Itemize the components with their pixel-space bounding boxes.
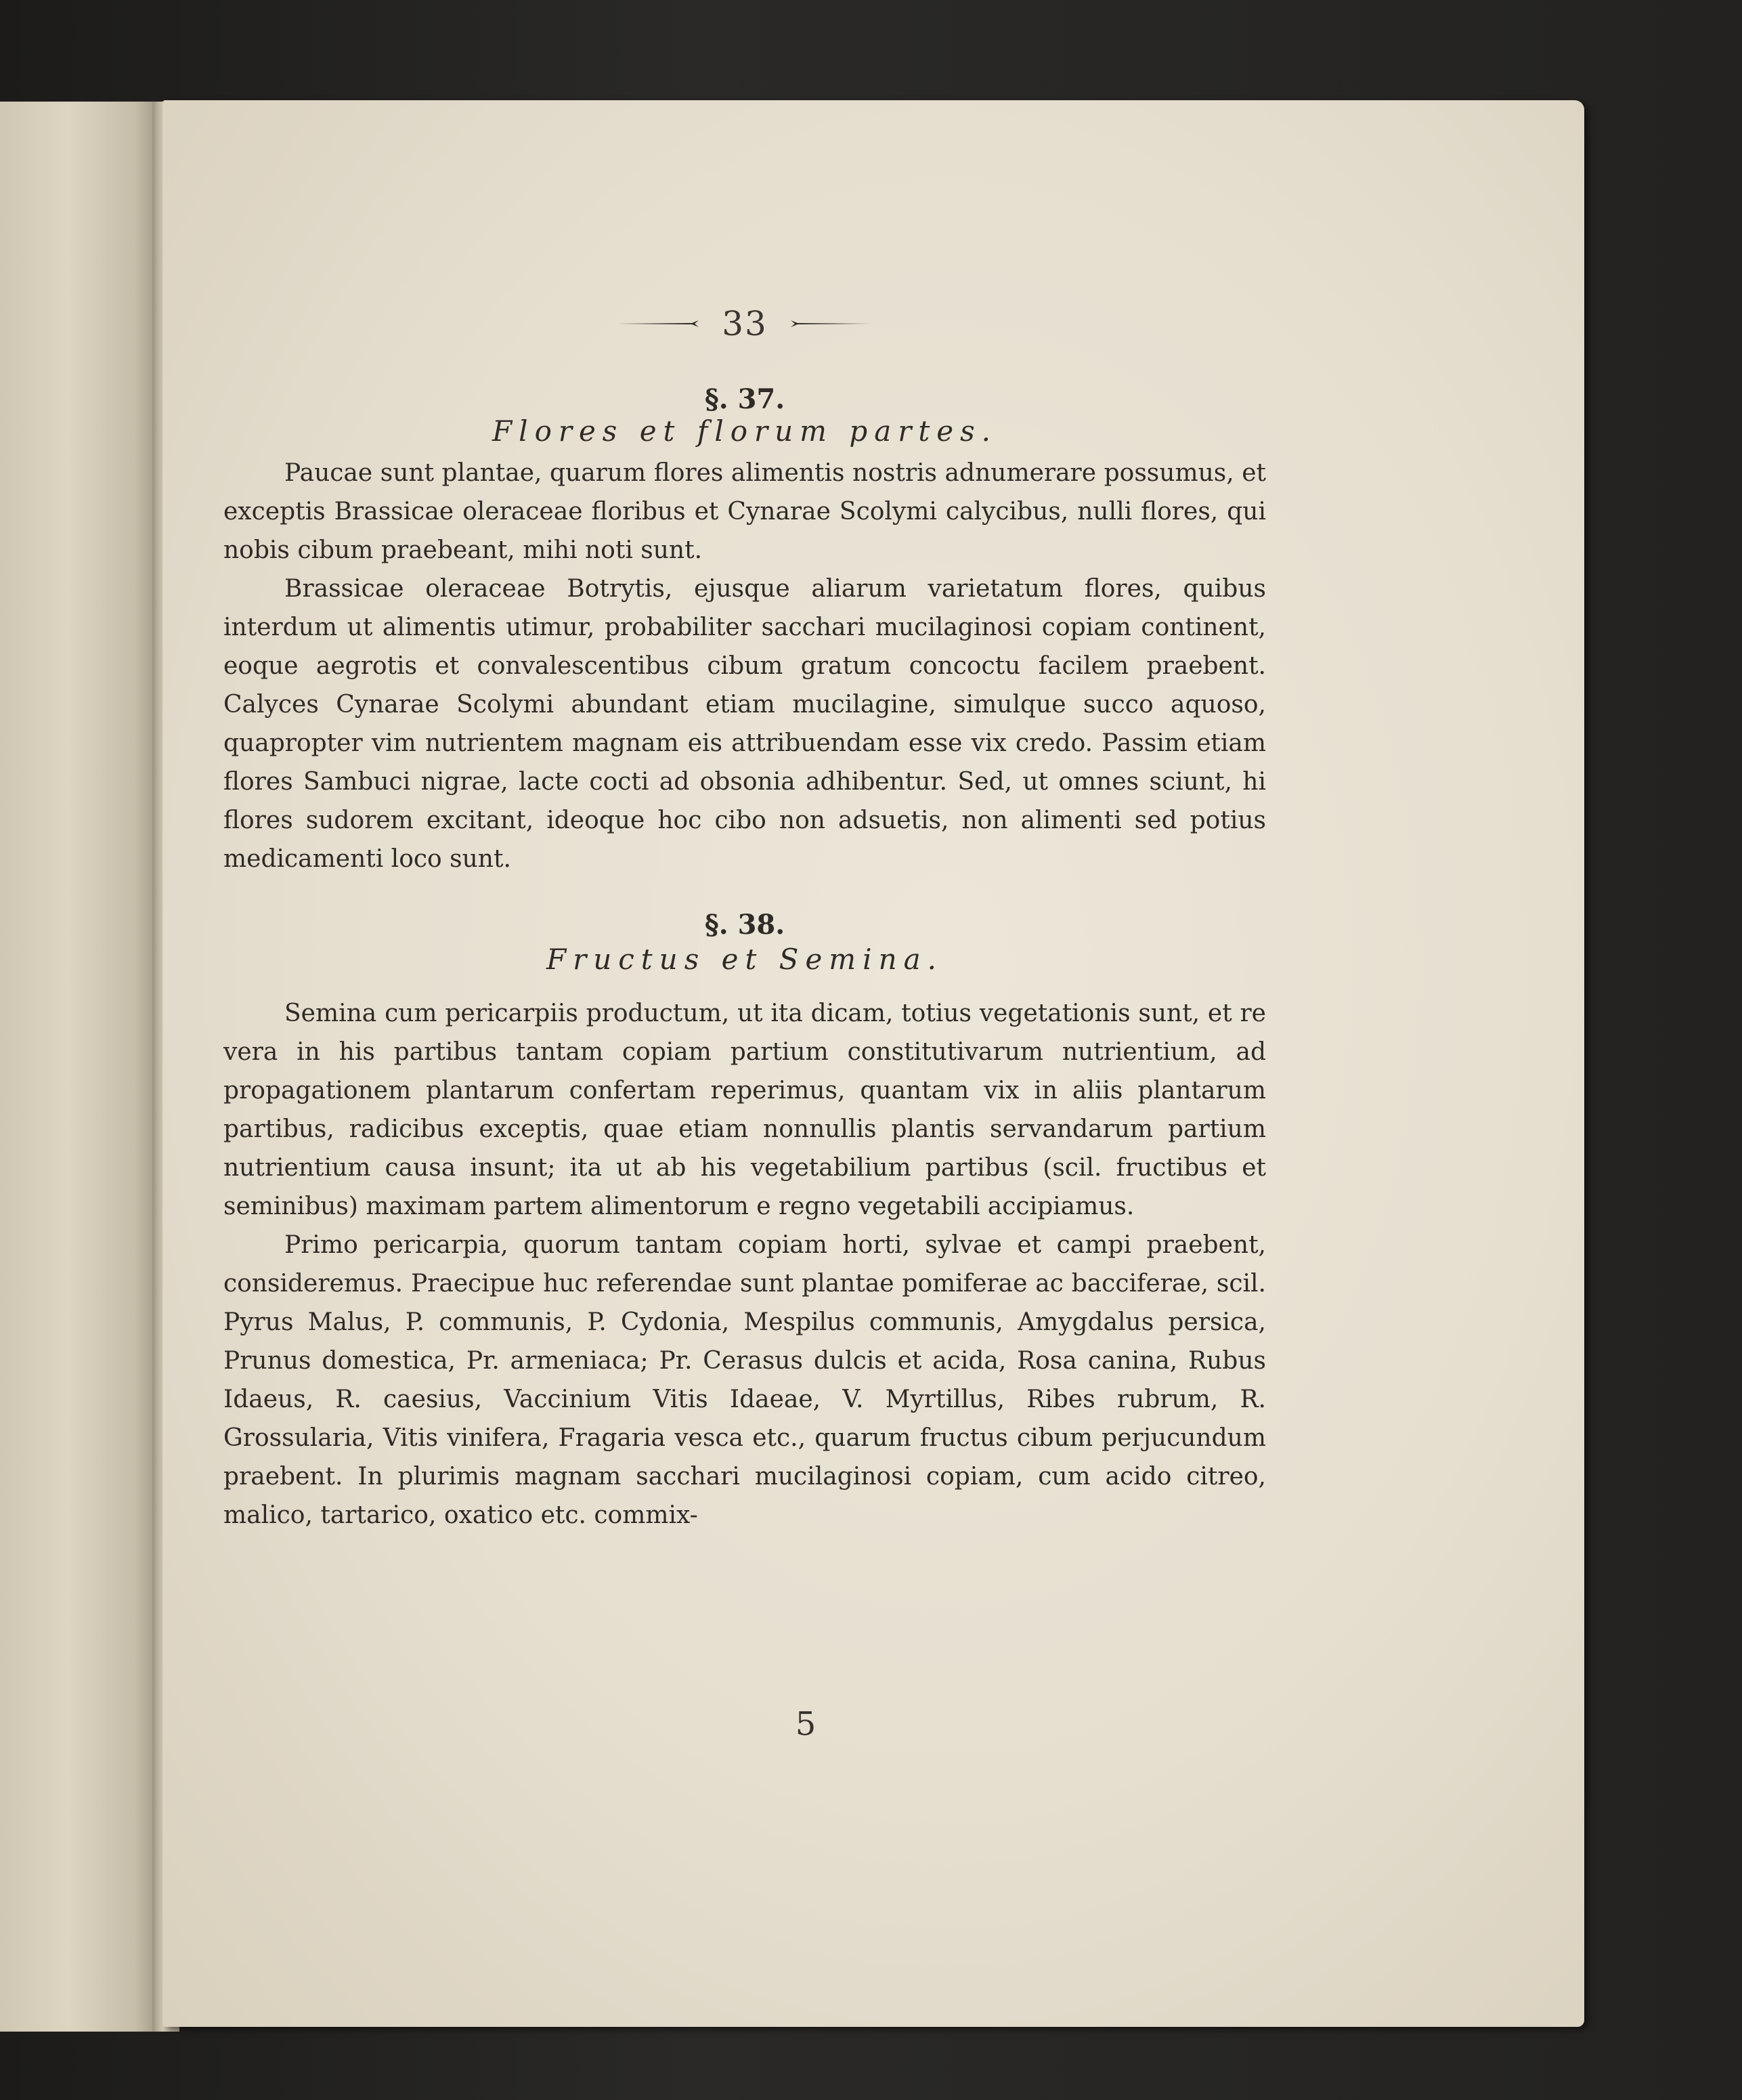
section-38-title: Fructus et Semina. (546, 943, 944, 976)
page-number: 33 (722, 304, 768, 343)
section-37-body (223, 454, 1266, 878)
section-37-title: Flores et florum partes. (492, 414, 997, 448)
section-38-number: §. 38. (704, 909, 785, 941)
signature-mark: 5 (795, 1705, 816, 1743)
book-page (162, 100, 1584, 2027)
previous-page-edge (0, 102, 169, 2032)
ornament-rule-right (791, 320, 872, 327)
page-header (596, 297, 894, 351)
paragraph: Semina cum pericarpiis productum, ut ita dicam, totius vegetationis sunt, et re vera in his partibus tantam copiam partium constitutivarum nutrientium, ad propagationem plantarum confertam reperimus, quantam vix in aliis plantarum partibus, radicibus exceptis, quae etiam nonnullis plantis servandarum partium nutrientium causa insunt; ita ut ab his vegetabilium partibus (scil. fructibus et seminibus) maximam partem alimentorum e regno vegetabili accipiamus. (223, 1000, 1266, 1220)
paragraph: Brassicae oleraceae Botrytis, ejusque aliarum varietatum flores, quibus interdum ut alimentis utimur, probabiliter sacchari mucilaginosi copiam continent, eoque aegrotis et convalescentibus cibum gratum concoctu facilem praebent. Calyces Cynarae Scolymi abundant etiam mucilagine, simulque succo aquoso, quapropter vim nutrientem magnam eis attribuendam esse vix credo. Passim etiam flores Sambuci nigrae, lacte cocti ad obsonia adhibentur. Sed, ut omnes sciunt, hi flores sudorem excitant, ideoque hoc cibo non adsuetis, non alimenti sed potius medicamenti loco sunt. (223, 575, 1266, 873)
paragraph: Paucae sunt plantae, quarum flores alimentis nostris adnumerare possumus, et exceptis Brassicae oleraceae floribus et Cynarae Scolymi calycibus, nulli flores, qui nobis cibum praebeant, mihi noti sunt. (223, 459, 1266, 564)
section-38-body (223, 994, 1266, 1535)
paragraph: Primo pericarpia, quorum tantam copiam horti, sylvae et campi praebent, consideremus. Praecipue huc referendae sunt plantae pomiferae ac bacciferae, scil. Pyrus Malus, P. communis, P. Cydonia, Mespilus communis, Amygdalus persica, Prunus domestica, Pr. armeniaca; Pr. Cerasus dulcis et acida, Rosa canina, Rubus Idaeus, R. caesius, Vaccinium Vitis Idaeae, V. Myrtillus, Ribes rubrum, R. Grossularia, Vitis vinifera, Fragaria vesca etc., quarum fructus cibum perjucundum praebent. In plurimis magnam sacchari mucilaginosi copiam, cum acido citreo, malico, tartarico, oxatico etc. commix- (223, 1231, 1266, 1529)
section-37-number: §. 37. (704, 383, 785, 415)
ornament-rule-left (617, 320, 699, 327)
